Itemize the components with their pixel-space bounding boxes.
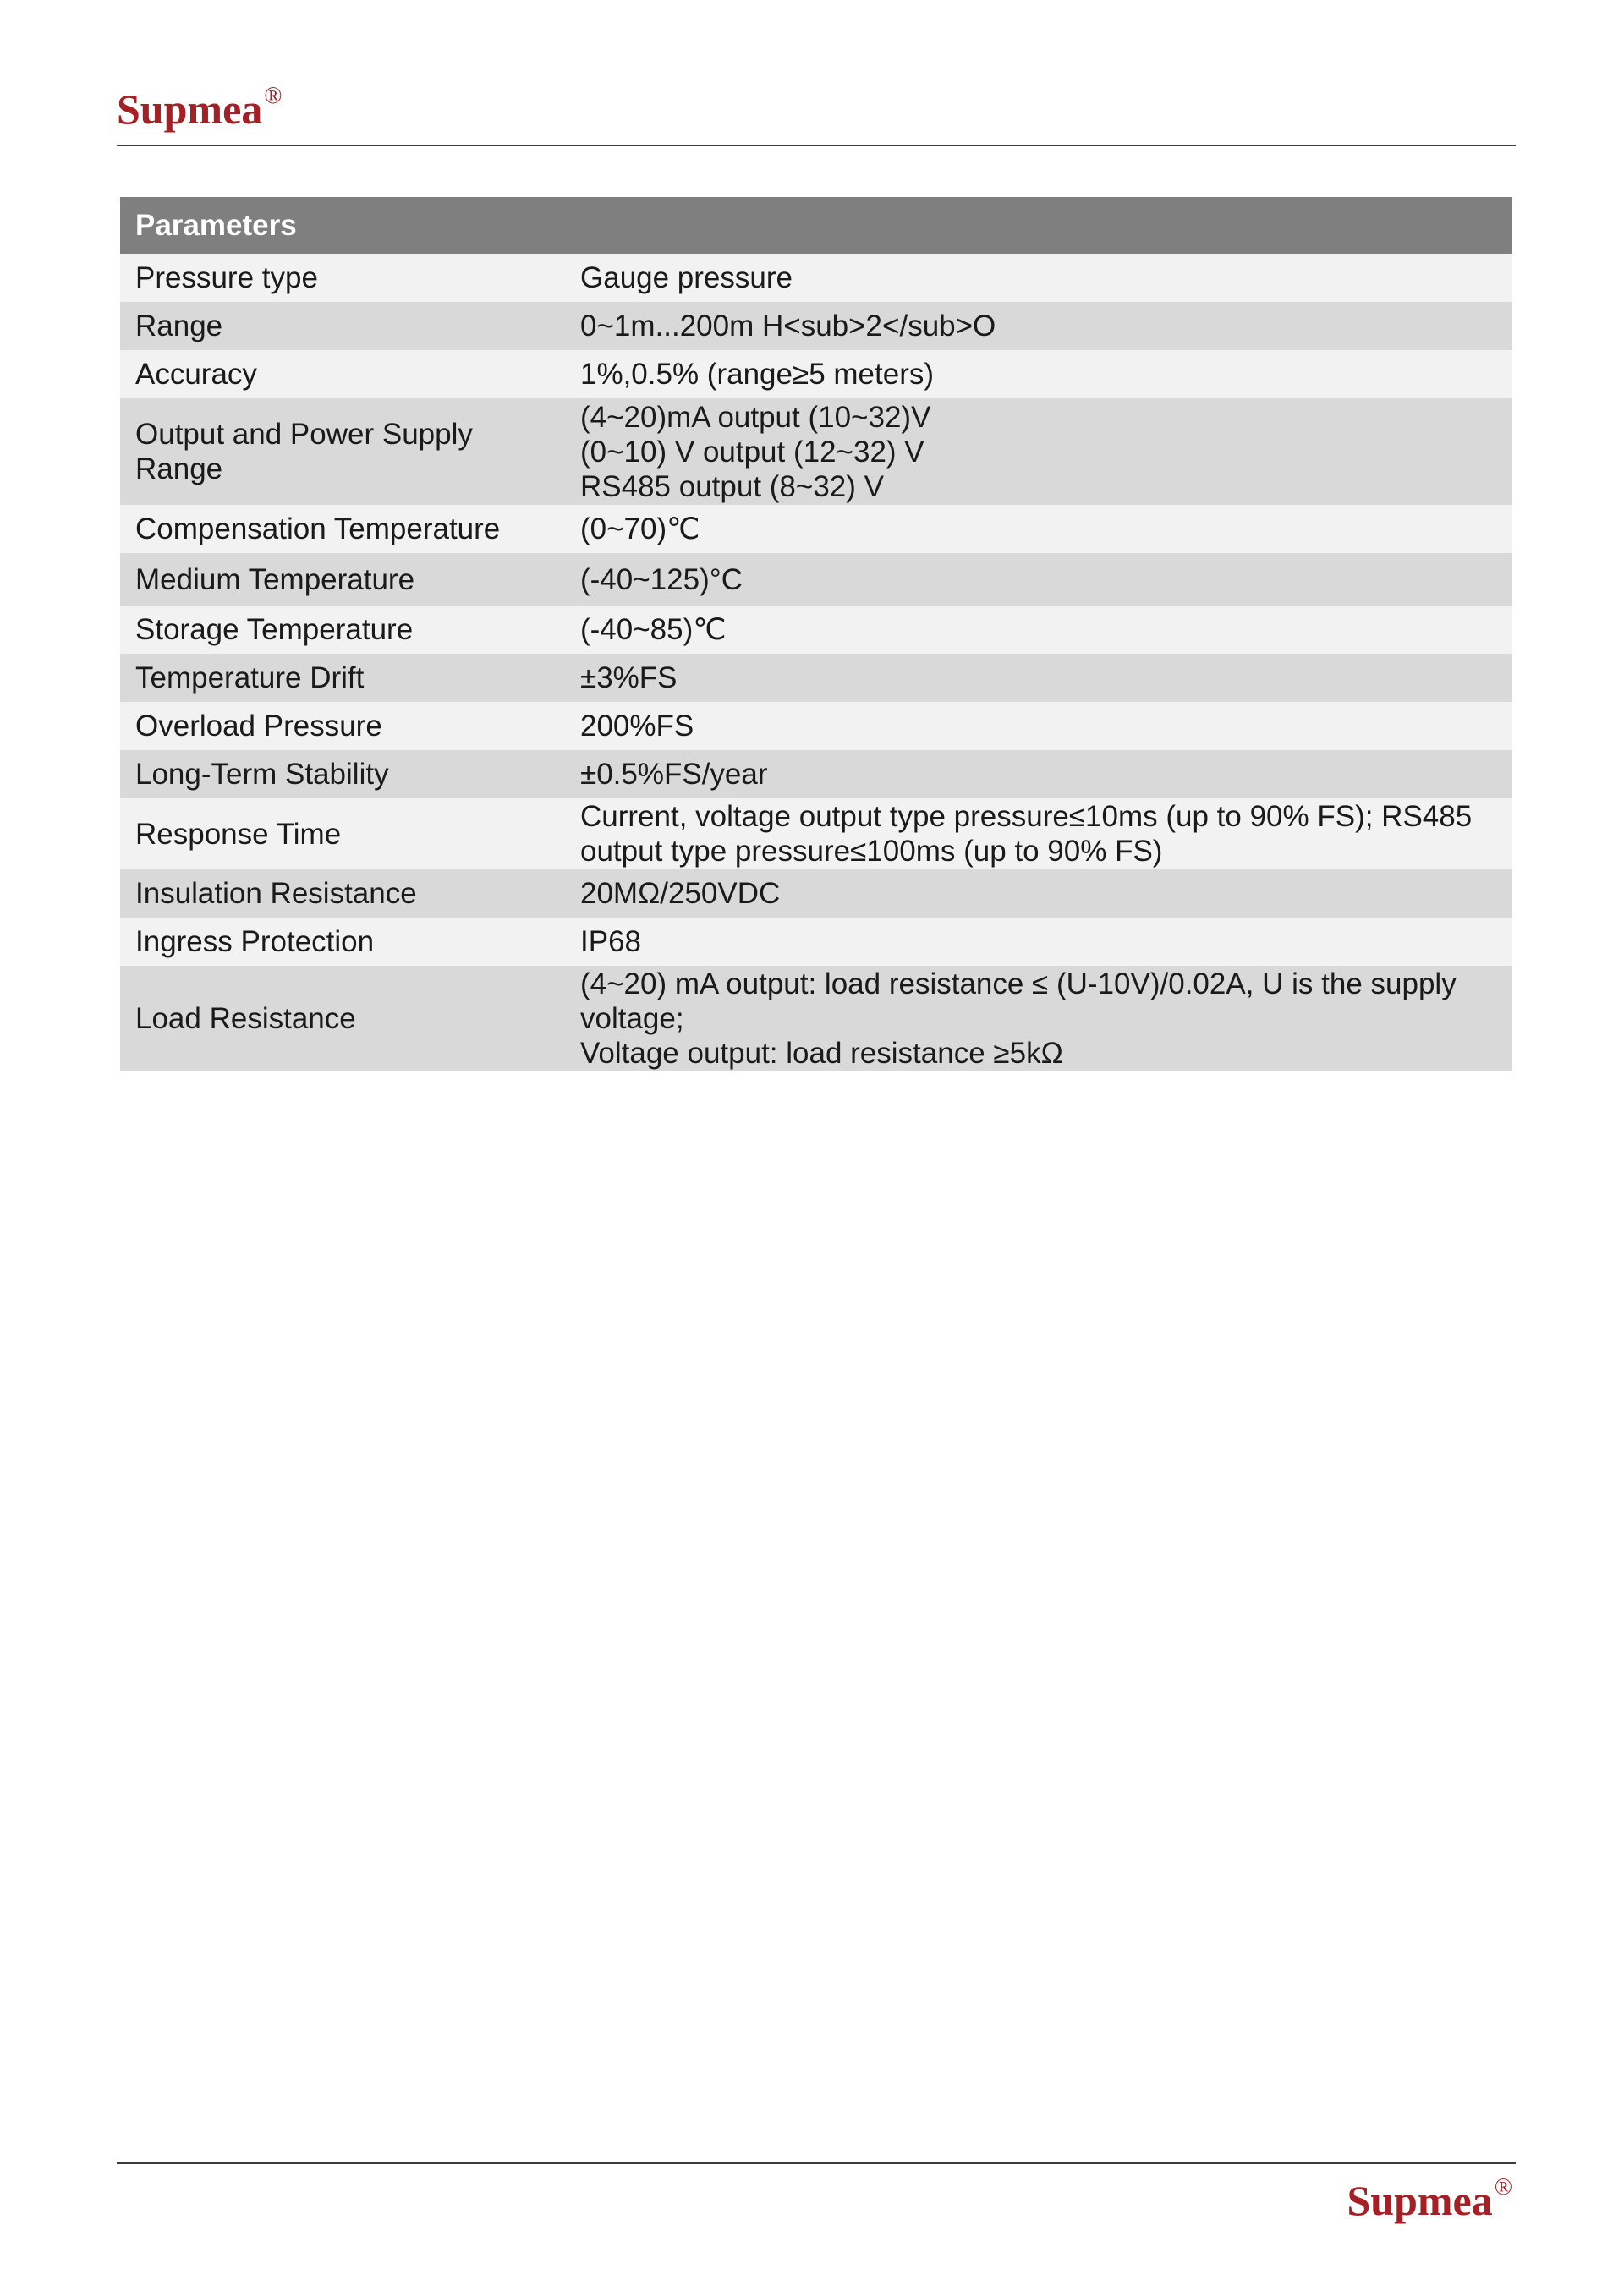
table-title: Parameters (120, 197, 1512, 254)
parameter-value-line: ±0.5%FS/year (580, 758, 768, 791)
table-body (120, 254, 1512, 1071)
parameter-value (565, 606, 1512, 654)
parameter-value (565, 302, 1512, 350)
parameter-value-line: 20MΩ/250VDC (580, 877, 781, 910)
parameter-value (565, 654, 1512, 702)
table-row (120, 505, 1512, 553)
parameter-value (565, 553, 1512, 606)
parameter-value-line: IP68 (580, 925, 641, 958)
parameter-value (565, 966, 1512, 1071)
parameter-value-line: (4~20) mA output: load resistance ≤ (U-10V)/0.02A, U is the supply voltage; (580, 967, 1457, 1035)
table-row (120, 869, 1512, 918)
header-divider (117, 145, 1516, 146)
header-brand-name: Supmea (117, 85, 263, 133)
table-row (120, 702, 1512, 750)
parameter-label: Range (120, 302, 565, 350)
footer-brand-name: Supmea (1347, 2177, 1493, 2224)
parameter-value (565, 798, 1512, 869)
table-row (120, 606, 1512, 654)
parameter-value (565, 918, 1512, 966)
parameter-label: Insulation Resistance (120, 869, 565, 918)
table-row (120, 302, 1512, 350)
table-row (120, 254, 1512, 302)
parameter-value-line: Gauge pressure (580, 261, 793, 294)
parameter-value-line: 1%,0.5% (range≥5 meters) (580, 358, 935, 391)
parameter-label: Long-Term Stability (120, 750, 565, 798)
table-row (120, 654, 1512, 702)
parameter-value (565, 750, 1512, 798)
parameter-value-line: Voltage output: load resistance ≥5kΩ (580, 1036, 1063, 1070)
parameter-value-line: RS485 output (8~32) V (580, 469, 884, 503)
parameters-table (120, 197, 1512, 1071)
parameter-value (565, 398, 1512, 505)
table-row (120, 918, 1512, 966)
footer-brand-logo (1347, 2174, 1512, 2224)
parameter-value-line: 200%FS (580, 710, 694, 743)
registered-mark-icon: ® (264, 83, 283, 110)
parameter-value-line: (0~10) V output (12~32) V (580, 435, 924, 469)
parameter-value-line: Current, voltage output type pressure≤10ms (up to 90% FS); RS485 output type pressure≤100ms (up to 90% FS) (580, 800, 1473, 868)
parameter-value (565, 350, 1512, 398)
header-brand-logo (117, 83, 283, 133)
parameter-label: Pressure type (120, 254, 565, 302)
parameter-value-line: 0~1m...200m H<sub>2</sub>O (580, 310, 996, 342)
parameter-label: Overload Pressure (120, 702, 565, 750)
parameter-label: Accuracy (120, 350, 565, 398)
parameter-value (565, 505, 1512, 553)
parameter-label: Ingress Protection (120, 918, 565, 966)
parameter-label: Response Time (120, 798, 565, 869)
parameter-label: Output and Power Supply Range (120, 398, 565, 505)
parameter-label: Load Resistance (120, 966, 565, 1071)
table-row (120, 966, 1512, 1071)
parameter-label: Storage Temperature (120, 606, 565, 654)
parameter-value (565, 702, 1512, 750)
table-row (120, 398, 1512, 505)
registered-mark-icon: ® (1494, 2174, 1512, 2201)
table-row (120, 553, 1512, 606)
footer-divider (117, 2162, 1516, 2164)
parameter-label: Temperature Drift (120, 654, 565, 702)
table-row (120, 798, 1512, 869)
parameter-value-line: ±3%FS (580, 661, 678, 694)
parameter-value-line: (-40~85)℃ (580, 613, 727, 646)
parameter-value-line: (-40~125)°C (580, 562, 743, 596)
parameter-value (565, 869, 1512, 918)
parameter-label: Compensation Temperature (120, 505, 565, 553)
parameter-label: Medium Temperature (120, 553, 565, 606)
parameter-value (565, 254, 1512, 302)
parameter-value-line: (0~70)℃ (580, 512, 700, 545)
parameter-value-line: (4~20)mA output (10~32)V (580, 400, 931, 434)
table-row (120, 350, 1512, 398)
table-row (120, 750, 1512, 798)
